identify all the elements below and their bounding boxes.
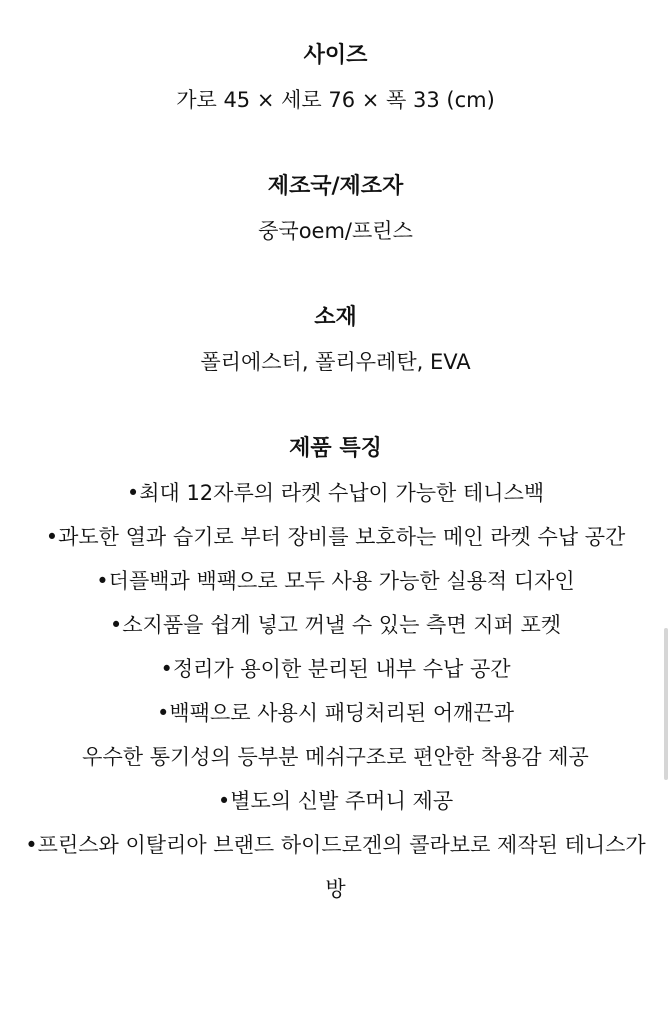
features-list: [0, 471, 671, 911]
scrollbar-thumb[interactable]: [664, 628, 668, 780]
size-value: 가로 45 × 세로 76 × 폭 33 (cm): [176, 88, 495, 112]
material-title: 소재: [314, 305, 357, 330]
features-title: 제품 특징: [289, 436, 382, 461]
material-section: [0, 296, 671, 384]
feature-item: •최대 12자루의 라켓 수납이 가능한 테니스백: [126, 481, 545, 505]
feature-item: •정리가 용이한 분리된 내부 수납 공간: [160, 657, 511, 681]
feature-item: •더플백과 백팩으로 모두 사용 가능한 실용적 디자인: [96, 569, 575, 593]
section-spacer: [0, 122, 671, 165]
feature-item: •소지품을 쉽게 넣고 꺼낼 수 있는 측면 지퍼 포켓: [109, 613, 562, 637]
section-spacer: [0, 253, 671, 296]
size-section: [0, 34, 671, 122]
features-section: [0, 427, 671, 911]
size-title: 사이즈: [303, 43, 368, 68]
feature-item: 우수한 통기성의 등부분 메쉬구조로 편안한 착용감 제공: [82, 745, 589, 769]
feature-item: •프린스와 이탈리아 브랜드 하이드로겐의 콜라보로 제작된 테니스가방: [25, 833, 646, 901]
feature-item: •과도한 열과 습기로 부터 장비를 보호하는 메인 라켓 수납 공간: [45, 525, 626, 549]
origin-section: [0, 165, 671, 253]
product-info: [0, 34, 671, 911]
origin-title: 제조국/제조자: [267, 174, 404, 199]
feature-item: •별도의 신발 주머니 제공: [217, 789, 454, 813]
origin-value: 중국oem/프린스: [258, 219, 413, 243]
section-spacer: [0, 384, 671, 427]
feature-item: •백팩으로 사용시 패딩처리된 어깨끈과: [157, 701, 514, 725]
material-value: 폴리에스터, 폴리우레탄, EVA: [200, 350, 471, 374]
